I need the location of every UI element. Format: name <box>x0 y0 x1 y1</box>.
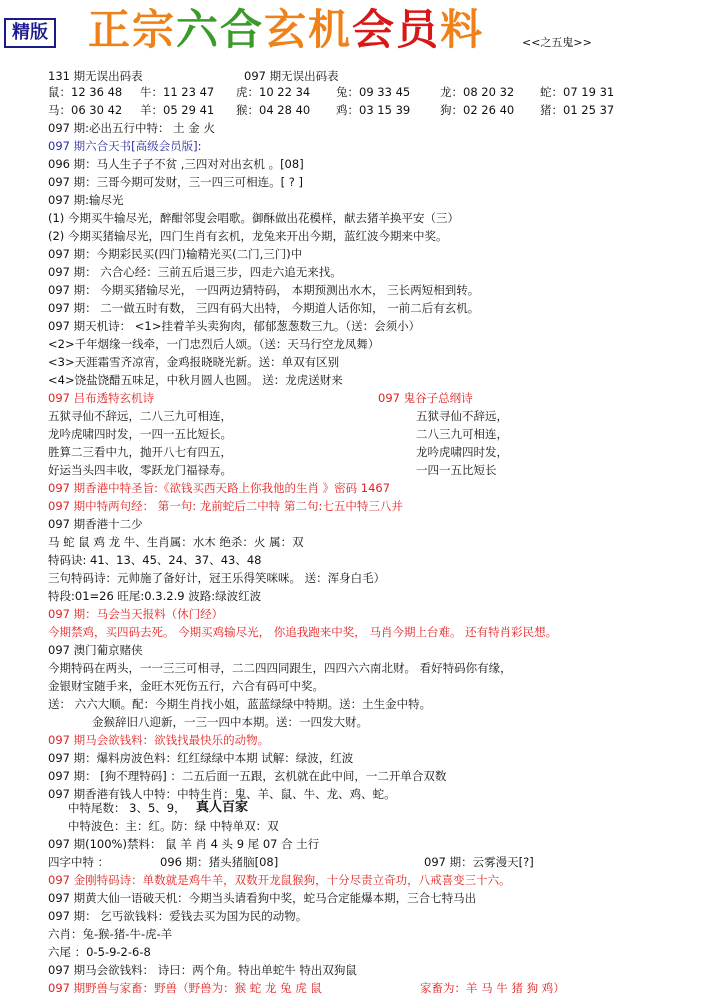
content-line <box>0 316 702 336</box>
line-text: 097 期香港中特圣旨:《欲钱买西天路上你我他的生肖 》密码 1467 <box>48 481 391 495</box>
content-line <box>0 798 702 818</box>
content-line <box>0 870 702 890</box>
line-text: 好运当头四丰收，零跃龙门福禄寿。 <box>48 463 232 477</box>
content-line <box>0 226 702 246</box>
content-line <box>0 244 702 264</box>
page-title <box>88 2 484 58</box>
content-line <box>0 766 702 786</box>
title-part-1: 正宗 <box>88 5 177 54</box>
line-text: 097 期：云雾漫天[?] <box>424 855 534 869</box>
line-text: 一四一五比短长 <box>416 463 497 477</box>
line-text: 羊：05 29 41 <box>140 103 215 117</box>
content-line <box>0 172 702 192</box>
line-text: 096 期：猪头猪脑[08] <box>160 855 279 869</box>
content-line <box>0 82 702 102</box>
title-part-2: 六合 <box>176 5 265 54</box>
line-text: 中特尾数： 3、5、9， <box>68 801 186 815</box>
content-line <box>0 442 702 462</box>
line-text: 狗：02 26 40 <box>440 103 515 117</box>
edition-badge: 精版 <box>4 18 56 48</box>
content-line <box>0 532 702 552</box>
line-text: 097 期黄大仙一语破天机：今期当头请看狗中奖，蛇马合定能爆本期，三合七特马出 <box>48 891 477 905</box>
content-line <box>0 280 702 300</box>
line-text: 蛇：07 19 31 <box>540 85 615 99</box>
title-part-5: 料 <box>440 5 485 54</box>
line-text: 097 期：马会当天报料（休门经） <box>48 607 224 621</box>
line-text: 097 期：三哥今期可发财，三一四三可相连。[ ? ] <box>48 175 303 189</box>
content-line <box>0 816 702 836</box>
content-line <box>0 924 702 944</box>
line-text: 097 澳门葡京赌侠 <box>48 643 143 657</box>
content-line <box>0 190 702 210</box>
content-line <box>0 906 702 926</box>
line-text: 097 期香港有钱人中特：中特生肖：鬼、羊、鼠、牛、龙、鸡、蛇。 <box>48 787 396 801</box>
line-text: <2>千年烟缘一线牵，一门忠烈后人颂。（送：天马行空龙凤舞） <box>48 337 380 351</box>
line-text: 特码诀: 41、13、45、24、37、43、48 <box>48 553 262 567</box>
line-text: 六肖：兔-猴-猪-牛-虎-羊 <box>48 927 173 941</box>
line-text: 097 期马会欲钱料： 诗曰：两个角。特出单蛇牛 特出双狗鼠 <box>48 963 357 977</box>
line-text: 猴：04 28 40 <box>236 103 311 117</box>
line-text: 097 期六合天书[高级会员版]: <box>48 139 202 153</box>
line-text: 家畜为：羊 马 牛 猪 狗 鸡） <box>420 981 565 995</box>
content-line <box>0 676 702 696</box>
line-text: 096 期：马人生子子不贫 ,三四对对出玄机 。[08] <box>48 157 304 171</box>
line-text: 牛：11 23 47 <box>140 85 215 99</box>
content-line <box>0 262 702 282</box>
line-text: 097 期香港十二少 <box>48 517 143 531</box>
line-text: 097 期中特两句经： 第一句: 龙前蛇后二中特 第二句:七五中特三八并 <box>48 499 403 513</box>
line-text: 特段:01=26 旺尾:0.3.2.9 波路:绿波红波 <box>48 589 262 603</box>
line-text: 097 期:输尽光 <box>48 193 124 207</box>
line-text: <3>天涯霜雪齐凉宵，金鸡报晓晓光新。送：单双有区别 <box>48 355 340 369</box>
line-text: 097 期： 乞丐欲钱料：爱钱去买为国为民的动物。 <box>48 909 308 923</box>
line-text: (1) 今期买牛输尽光，醉酣邻叟会唱歌。御酥做出花模样，献去猪羊换平安（三） <box>48 211 459 225</box>
line-text: <4>饶盐饶醋五味足，中秋月圆人也圆。 送：龙虎送财来 <box>48 373 343 387</box>
content-line <box>0 942 702 962</box>
content-line <box>0 888 702 908</box>
line-text: 龙：08 20 32 <box>440 85 515 99</box>
content-line <box>0 154 702 174</box>
content-line <box>0 298 702 318</box>
content-line <box>0 834 702 854</box>
content-line <box>0 424 702 444</box>
line-text: 马：06 30 42 <box>48 103 123 117</box>
content-line <box>0 640 702 660</box>
line-text: 虎：10 22 34 <box>236 85 311 99</box>
line-text: 097 期： 二一做五时有数， 三四有码大出特， 今期道人话你知， 一前二后有玄机。 <box>48 301 480 315</box>
line-text: 131 期无误出码表 <box>48 69 143 83</box>
content-line <box>0 960 702 980</box>
line-text: 今期禁鸡，买四码去死。 今期买鸡输尽光， 你追我跑来中奖， 马肖今期上台难。 还有特肖彩民想。 <box>48 625 558 639</box>
content-line <box>0 370 702 390</box>
content-line <box>0 694 702 714</box>
content-line <box>0 586 702 606</box>
line-text: 097 期： 六合心经：三前五后退三步，四走六追无来找。 <box>48 265 342 279</box>
line-text: 097 期天机诗： <1>挂着羊头卖狗肉，郁郁葱葱数三九。（送：会须小） <box>48 319 421 333</box>
line-text: 097 期：今期彩民买(四门)输精光买(二门,三门)中 <box>48 247 303 261</box>
line-text: 马 蛇 鼠 鸡 龙 牛、生肖属：水木 绝杀：火 属：双 <box>48 535 304 549</box>
content-line <box>0 208 702 228</box>
line-text: 097 期野兽与家畜：野兽（野兽为：猴 蛇 龙 兔 虎 鼠 <box>48 981 322 995</box>
line-text: 五狱寻仙不辞远，二八三九可相连， <box>48 409 232 423</box>
content-line <box>0 852 702 872</box>
content-line <box>0 514 702 534</box>
content-line <box>0 604 702 624</box>
content-line <box>0 352 702 372</box>
content-line <box>0 118 702 138</box>
line-text: 送： 六六大顺。配：今期生肖找小姐，蓝蓝绿绿中特期。送：土生金中特。 <box>48 697 432 711</box>
content-line <box>0 622 702 642</box>
line-text: 097 期： 今期买猪输尽光， 一四两边猜特码， 本期预测出水木， 三长两短相到转。 <box>48 283 480 297</box>
content-line <box>0 658 702 678</box>
line-text: 金银财宝随手来，金旺木死伤五行，六合有码可中奖。 <box>48 679 324 693</box>
title-part-4: 会员 <box>352 5 441 54</box>
line-text: 中特波色：主：红。防：绿 中特单双：双 <box>68 819 279 833</box>
line-text: 四字中特 ： <box>48 855 110 869</box>
line-text: 鼠：12 36 48 <box>48 85 123 99</box>
content-line <box>0 478 702 498</box>
line-text: 真人百家 <box>196 800 249 815</box>
line-text: 猪：01 25 37 <box>540 103 615 117</box>
line-text: 六尾 ：0-5-9-2-6-8 <box>48 945 151 959</box>
page-subtitle: <<之五鬼>> <box>522 36 592 49</box>
line-text: (2) 今期买猪输尽光，四门生肖有玄机，龙兔来开出今期，蓝红波今期来中奖。 <box>48 229 448 243</box>
line-text: 097 期(100%)禁料： 鼠 羊 肖 4 头 9 尾 07 合 土行 <box>48 837 320 851</box>
line-text: 097 期无误出码表 <box>244 69 339 83</box>
line-text: 097 期马会欲钱料：欲钱找最快乐的动物。 <box>48 733 270 747</box>
line-text: 三句特码诗：元帅施了备好计，冠王乐得笑咪咪。 送：浑身白毛） <box>48 571 386 585</box>
line-text: 二八三九可相连， <box>416 427 508 441</box>
content-line <box>0 568 702 588</box>
line-text: 097 吕布透特玄机诗 <box>48 391 155 405</box>
line-text: 097 期：爆料房波色料：红红绿绿中本期 试解：绿波，红波 <box>48 751 354 765</box>
line-text: 胜算二三看中九，抛开八七有四五， <box>48 445 232 459</box>
line-text: 097 金刚特码诗：单数就是鸡牛羊，双数开龙鼠猴狗，十分尽责立奇功，八戒喜变三十六。 <box>48 873 511 887</box>
content-line <box>0 496 702 516</box>
line-text: 097 期:必出五行中特： 土 金 火 <box>48 121 215 135</box>
line-text: 兔：09 33 45 <box>336 85 411 99</box>
content-line <box>0 748 702 768</box>
line-text: 金猴辞旧八迎新，一三一四中本期。送：一四发大财。 <box>92 715 368 729</box>
line-text: 097 鬼谷子总纲诗 <box>378 391 473 405</box>
line-text: 鸡：03 15 39 <box>336 103 411 117</box>
content-line <box>0 460 702 480</box>
content-line <box>0 388 702 408</box>
line-text: 今期特码在两头，一一三三可相寻，二二四四同跟生，四四六六南北财。 看好特码你有缘， <box>48 661 512 675</box>
line-text: 龙吟虎啸四时发， <box>416 445 508 459</box>
content-line <box>0 730 702 750</box>
content-line <box>0 334 702 354</box>
title-part-3: 玄机 <box>264 5 353 54</box>
content-line <box>0 136 702 156</box>
content-line <box>0 100 702 120</box>
content-line <box>0 550 702 570</box>
content-line <box>0 406 702 426</box>
line-text: 五狱寻仙不辞远， <box>416 409 508 423</box>
content-line <box>0 712 702 732</box>
line-text: 097 期： [狗不理特码] ：二五后面一五跟，玄机就在此中间，一二开单合双数 <box>48 769 447 783</box>
content-line <box>0 978 702 998</box>
line-text: 龙吟虎啸四时发，一四一五比短长。 <box>48 427 232 441</box>
